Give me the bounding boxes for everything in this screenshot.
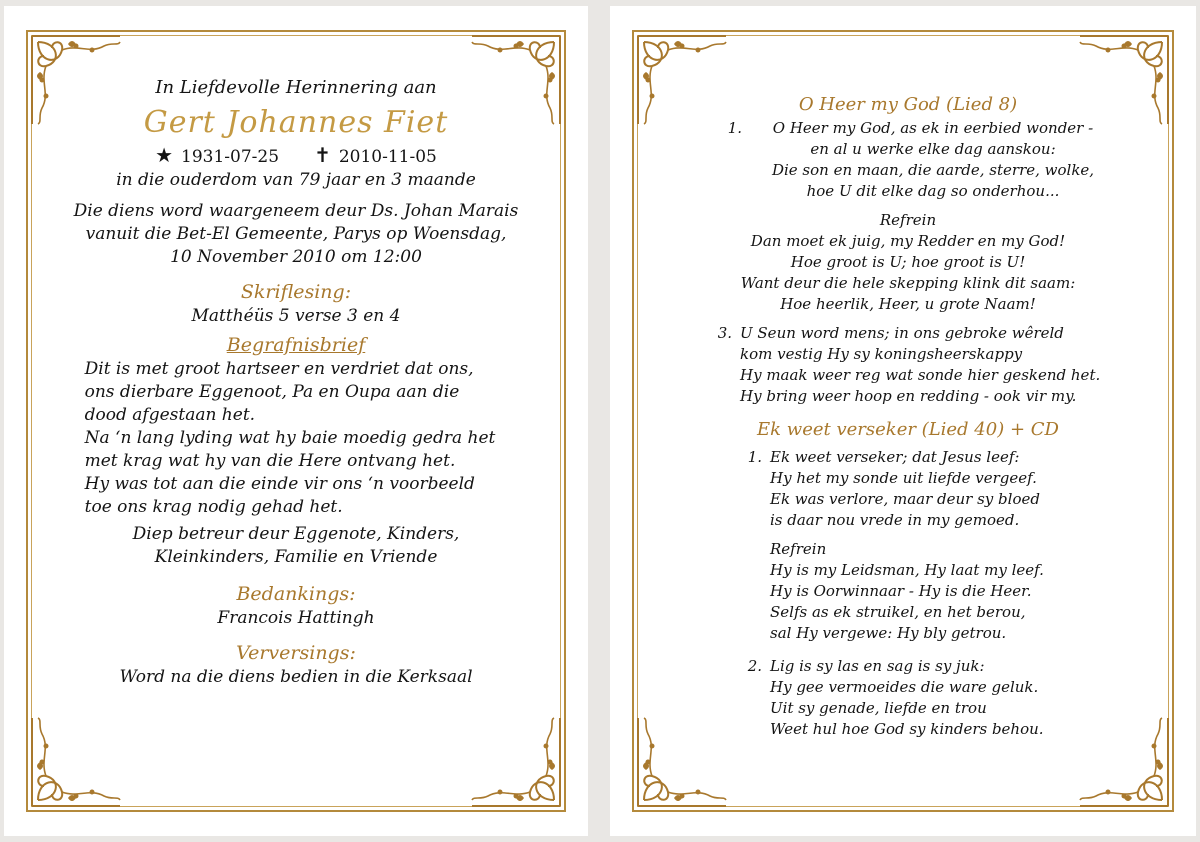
- hymn2-title: Ek weet verseker (Lied 40) + CD: [757, 419, 1059, 440]
- left-card-page: [4, 6, 588, 836]
- verse-number: 1.: [727, 119, 742, 137]
- hymn1-verse1: [720, 118, 1136, 202]
- verse-number: 2.: [747, 657, 762, 675]
- verse-number: 3.: [717, 324, 732, 342]
- hymn2-verse2: [740, 656, 1136, 740]
- obituary-text: [85, 358, 496, 519]
- hymn1-title: O Heer my God (Lied 8): [798, 94, 1018, 115]
- obituary-heading: Begrafnisbrief: [226, 334, 366, 356]
- verse-line: hoe U dit elke dag so onderhou...: [806, 182, 1060, 200]
- refrain-line: sal Hy vergewe: Hy bly getrou.: [770, 624, 1007, 642]
- refrain-label: Refrein: [879, 211, 937, 229]
- verse-number: 1.: [747, 448, 762, 466]
- verse-line: Uit sy genade, liefde en trou: [770, 699, 987, 717]
- obituary-line: Hy was tot aan die einde vir ons ‘n voorbeeld: [84, 474, 475, 494]
- obituary-line: ons dierbare Eggenoot, Pa en Oupa aan die: [84, 382, 460, 402]
- verse-line: Weet hul hoe God sy kinders behou.: [770, 720, 1044, 738]
- life-dates: [64, 143, 528, 169]
- thanks-text: Francois Hattingh: [217, 608, 375, 628]
- obituary-line: met krag wat hy van die Here ontvang het.: [84, 451, 456, 471]
- corner-ornament-icon: [468, 714, 564, 810]
- thanks-heading: Bedankings:: [236, 583, 356, 605]
- verse-line: Hy maak weer reg wat sonde hier geskend het.: [740, 366, 1101, 384]
- obituary-line: toe ons krag nodig gehad het.: [84, 497, 343, 517]
- refrain-label: Refrein: [770, 540, 827, 558]
- refrain-line: Hy is my Leidsman, Hy laat my leef.: [770, 561, 1044, 579]
- verse-line: kom vestig Hy sy koningsheerskappy: [740, 345, 1023, 363]
- obituary-line: dood afgestaan het.: [84, 405, 256, 425]
- hymn2-verse1: [740, 447, 1136, 644]
- scripture-heading: Skriflesing:: [240, 281, 352, 303]
- death-date: 2010-11-05: [338, 147, 437, 167]
- right-card-page: [610, 6, 1196, 836]
- verse-line: Lig is sy las en sag is sy juk:: [770, 657, 985, 675]
- verse-line: is daar nou vrede in my gemoed.: [770, 511, 1020, 529]
- age-text: in die ouderdom van 79 jaar en 3 maande: [116, 170, 476, 190]
- hymn1-verse3: [710, 323, 1136, 407]
- verse-line: O Heer my God, as ek in eerbied wonder -: [772, 119, 1094, 137]
- verse-line: Hy het my sonde uit liefde vergeef.: [770, 469, 1037, 487]
- verse-line: Die son en maan, die aarde, sterre, wolke,: [771, 161, 1095, 179]
- refresh-text: Word na die diens bedien in die Kerksaal: [119, 667, 473, 687]
- scripture-text: Matthéüs 5 verse 3 en 4: [191, 306, 401, 326]
- refrain-line: Hoe groot is U; hoe groot is U!: [790, 253, 1026, 271]
- mourners-line: Diep betreur deur Eggenote, Kinders,: [132, 524, 460, 544]
- star-icon: ★: [155, 143, 174, 167]
- birth-date: 1931-07-25: [181, 147, 280, 167]
- deceased-name: Gert Johannes Fiet: [143, 105, 449, 140]
- service-line: Die diens word waargeneem deur Ds. Johan Marais: [73, 201, 519, 221]
- hymns-content: [680, 92, 1136, 740]
- refrain-line: Want deur die hele skepping klink dit saam:: [740, 274, 1076, 292]
- corner-ornament-icon: [28, 714, 124, 810]
- verse-line: U Seun word mens; in ons gebroke wêreld: [740, 324, 1064, 342]
- refrain-line: Dan moet ek juig, my Redder en my God!: [750, 232, 1066, 250]
- refrain-line: Selfs as ek struikel, en het berou,: [770, 603, 1026, 621]
- verse-line: en al u werke elke dag aanskou:: [810, 140, 1056, 158]
- verse-line: Hy gee vermoeides die ware geluk.: [770, 678, 1039, 696]
- intro-text: In Liefdevolle Herinnering aan: [155, 77, 437, 98]
- memorial-content: [64, 76, 528, 689]
- refrain-line: Hoe heerlik, Heer, u grote Naam!: [780, 295, 1036, 313]
- service-line: 10 November 2010 om 12:00: [170, 247, 422, 267]
- verse-line: Hy bring weer hoop en redding - ook vir my.: [740, 387, 1077, 405]
- cross-icon: ✝: [314, 143, 331, 167]
- refresh-heading: Verversings:: [236, 642, 356, 664]
- verse-line: Ek was verlore, maar deur sy bloed: [770, 490, 1040, 508]
- verse-line: Ek weet verseker; dat Jesus leef:: [770, 448, 1020, 466]
- refrain-line: Hy is Oorwinnaar - Hy is die Heer.: [770, 582, 1032, 600]
- obituary-line: Dit is met groot hartseer en verdriet dat ons,: [84, 359, 474, 379]
- obituary-line: Na ‘n lang lyding wat hy baie moedig gedra het: [84, 428, 496, 448]
- mourners-line: Kleinkinders, Familie en Vriende: [154, 547, 438, 567]
- service-line: vanuit die Bet-El Gemeente, Parys op Woensdag,: [85, 224, 507, 244]
